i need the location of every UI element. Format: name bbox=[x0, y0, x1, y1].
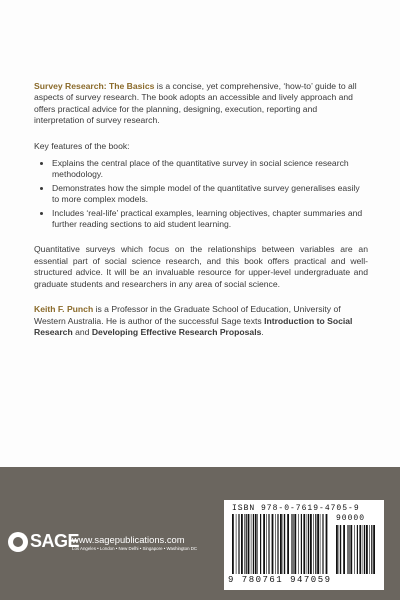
intro-paragraph bbox=[34, 81, 368, 127]
feature-item: • Demonstrates how the simple model of the quantitative survey generalises easily to more complex models. bbox=[52, 183, 368, 206]
author-text-a: is a Professor in the Graduate School of Education, University of Western Australia. He is author of the successful Sage texts bbox=[34, 304, 341, 326]
publisher-website: www.sagepublications.com bbox=[72, 534, 185, 545]
author-text-b: and bbox=[72, 326, 92, 337]
feature-item: • Explains the central place of the quantitative survey in social science research methodology. bbox=[52, 158, 368, 181]
barcode-digits: 9 780761 947059 bbox=[228, 575, 332, 585]
price-code: 90000 bbox=[336, 514, 366, 523]
feature-item: • Includes ‘real-life’ practical examples, learning objectives, chapter summaries and further reading sections to aid student learning. bbox=[52, 208, 368, 231]
summary-paragraph: Quantitative surveys which focus on the relationships between variables are an essential part of social science research, and this book offers practical and well-structured advice. It will be an invaluable resource for upper-level undergraduate and graduate students and researchers in any area of social science. bbox=[34, 244, 368, 289]
publisher-cities: Los Angeles • London • New Delhi • Singapore • Washington DC bbox=[72, 546, 198, 551]
book-title-2: Developing Effective Research Proposals bbox=[91, 326, 262, 337]
author-name: Keith F. Punch bbox=[34, 304, 94, 315]
sage-logo-text: SAGE bbox=[30, 531, 80, 551]
barcode-bars bbox=[232, 514, 328, 574]
author-paragraph bbox=[34, 304, 368, 338]
author-text-c: . bbox=[261, 326, 264, 337]
intro-text: is a concise, yet comprehensive, ‘how-to’ guide to all aspects of survey research. The book adopts an accessible and lively approach and offers practical advice for the planning, designing, execution, reporting and interpretation of survey research. bbox=[34, 81, 357, 126]
isbn-label: ISBN 978-0-7619-4705-9 bbox=[232, 504, 360, 513]
back-cover-content bbox=[34, 81, 368, 352]
features-heading: Key features of the book: bbox=[34, 140, 130, 151]
features-list bbox=[34, 158, 368, 230]
book-title-1: Introduction to Social Research bbox=[34, 315, 353, 337]
sage-logo-icon bbox=[8, 532, 28, 552]
sage-logo bbox=[8, 531, 79, 552]
book-title: Survey Research: The Basics bbox=[34, 81, 155, 91]
price-code-bars bbox=[336, 525, 376, 574]
